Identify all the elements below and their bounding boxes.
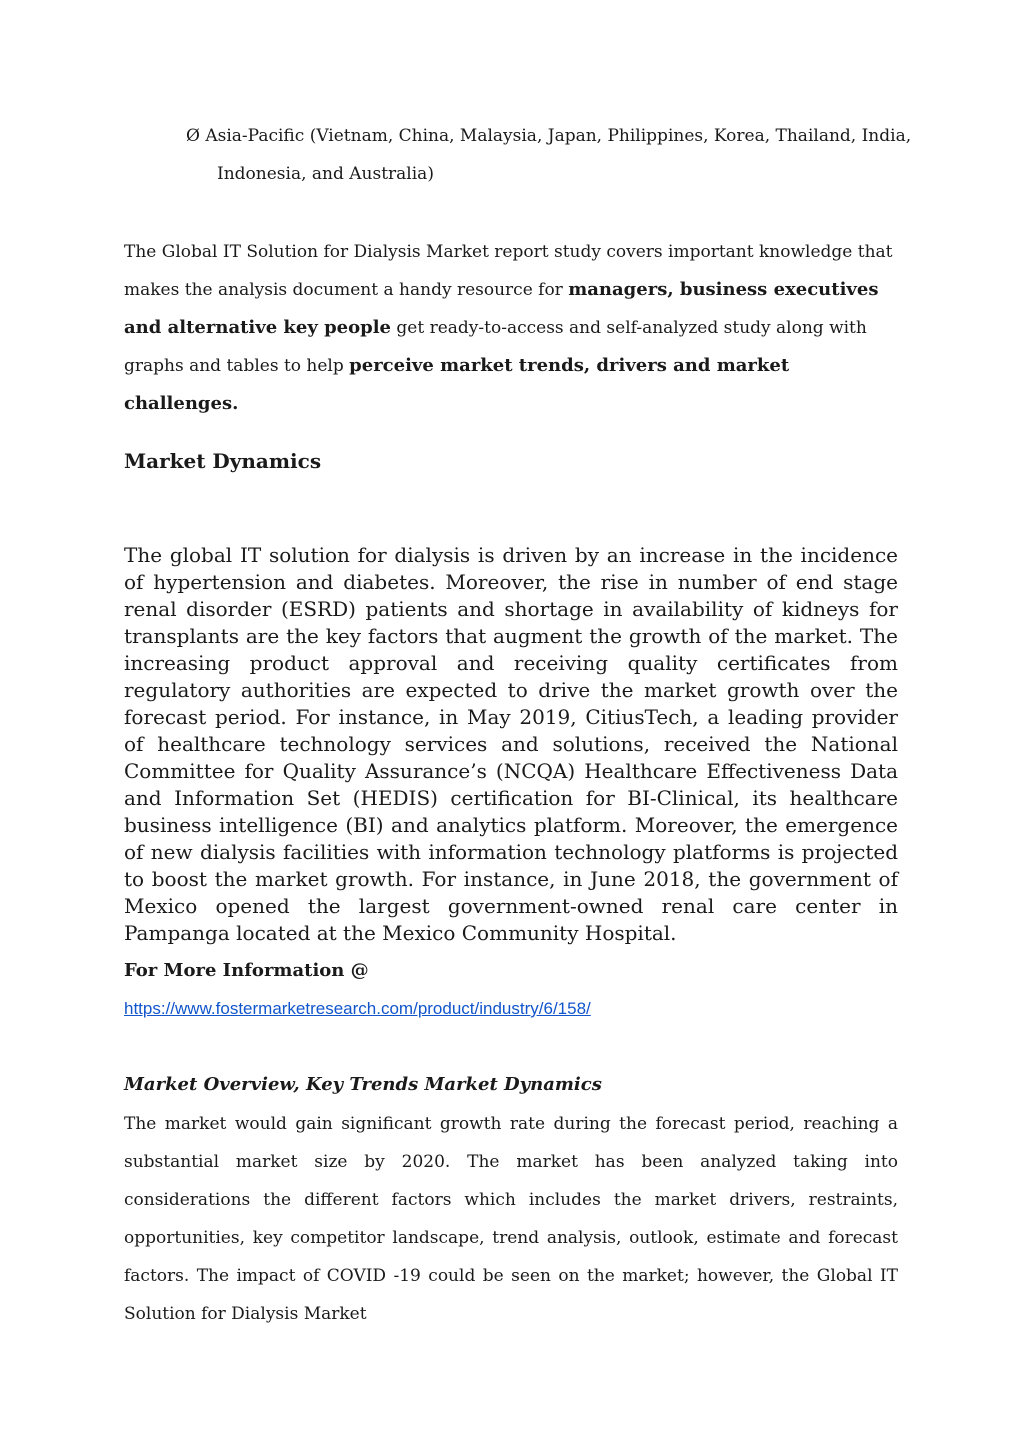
intro-text-1: The Global IT Solution for Dialysis Market report study covers important knowledge that makes the analysis document a handy resource for (124, 242, 893, 300)
intro-bold-audience: managers, business executives and alternative key people (124, 279, 879, 338)
intro-text-2: get ready-to-access and self-analyzed study along with graphs and tables to help (124, 318, 867, 376)
region-list-line2: Indonesia, and Australia) (217, 164, 434, 184)
intro-paragraph (124, 233, 898, 423)
region-list-line1: Asia-Pacific (Vietnam, China, Malaysia, Japan, Philippines, Korea, Thailand, India, (205, 126, 912, 146)
more-info-link[interactable]: https://www.fostermarketresearch.com/product/industry/6/158/ (124, 999, 591, 1018)
market-overview-heading: Market Overview, Key Trends Market Dynamics (124, 1074, 602, 1095)
intro-bold-trends: perceive market trends, drivers and market challenges. (124, 355, 790, 414)
market-dynamics-heading: Market Dynamics (124, 449, 322, 473)
bullet-symbol: Ø (186, 126, 200, 146)
market-overview-paragraph: The market would gain significant growth rate during the forecast period, reaching a substantial market size by 2020. The market has been analyzed taking into considerations the different factors which includes the market drivers, restraints, opportunities, key competitor landscape, trend analysis, outlook, estimate and forecast factors. The impact of COVID -19 could be seen on the market; however, the Global IT Solution for Dialysis Market (124, 1114, 898, 1324)
more-info-label: For More Information @ (124, 960, 369, 981)
market-dynamics-paragraph: The global IT solution for dialysis is driven by an increase in the incidence of hypertension and diabetes. Moreover, the rise in number of end stage renal disorder (ESRD) patients and shortage in availability of kidneys for transplants are the key factors that augment the growth of the market. The increasing product approval and receiving quality certificates from regulatory authorities are expected to drive the market growth over the forecast period. For instance, in May 2019, CitiusTech, a leading provider of healthcare technology services and solutions, received the National Committee for Quality Assurance’s (NCQA) Healthcare Effectiveness Data and Information Set (HEDIS) certification for BI-Clinical, its healthcare business intelligence (BI) and analytics platform. Moreover, the emergence of new dialysis facilities with information technology platforms is projected to boost the market growth. For instance, in June 2018, the government of Mexico opened the largest government-owned renal care center in Pampanga located at the Mexico Community Hospital. (124, 543, 898, 945)
region-bullet-line (186, 121, 911, 151)
